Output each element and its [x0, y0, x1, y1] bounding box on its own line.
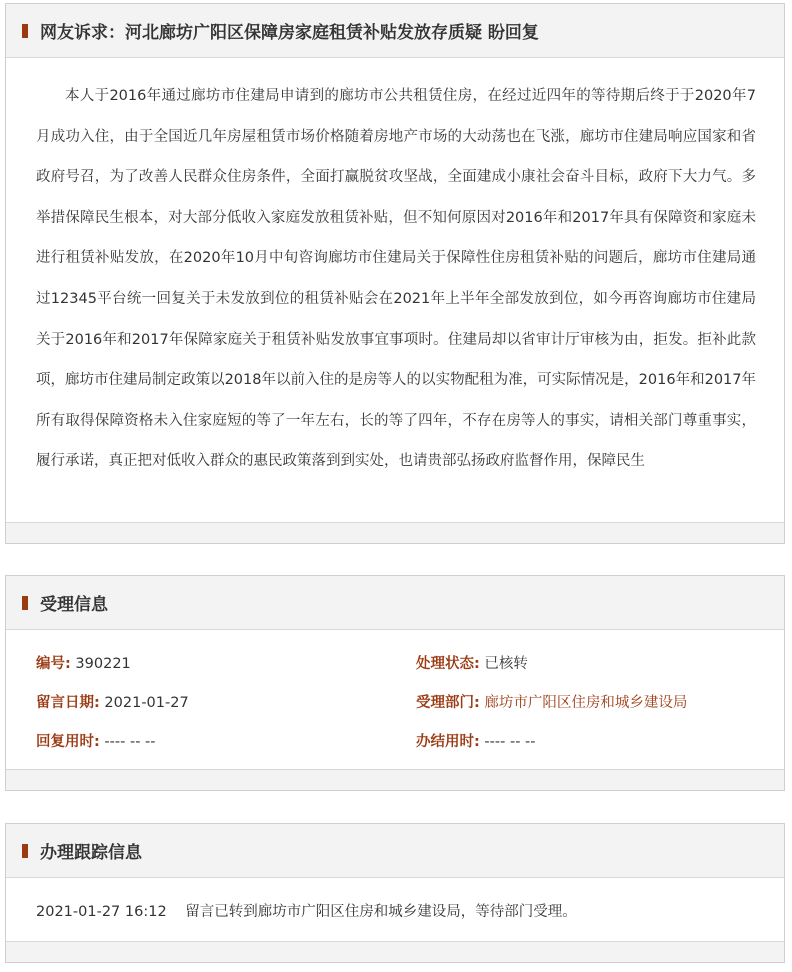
accept-info-panel [5, 575, 785, 791]
info-number-value: 390221 [75, 656, 131, 672]
info-date-value: 2021-01-27 [104, 695, 189, 711]
tracking-header [6, 824, 784, 878]
tracking-entry [6, 878, 784, 921]
panel-footer [6, 941, 784, 962]
complaint-title: 网友诉求：河北廊坊广阳区保障房家庭租赁补贴发放存质疑 盼回复 [40, 23, 539, 43]
tracking-panel [5, 823, 785, 963]
complaint-header [6, 4, 784, 58]
complaint-panel [5, 3, 785, 544]
panel-footer [6, 522, 784, 543]
info-finish-time-label: 办结用时: [416, 734, 480, 750]
section-marker-icon [22, 596, 28, 610]
tracking-title: 办理跟踪信息 [40, 843, 142, 863]
accept-info-header [6, 576, 784, 630]
tracking-entry-time: 2021-01-27 16:12 [36, 904, 167, 920]
section-marker-icon [22, 24, 28, 38]
complaint-body: 本人于2016年通过廊坊市住建局申请到的廊坊市公共租赁住房，在经过近四年的等待期后终于于2020年7月成功入住，由于全国近几年房屋租赁市场价格随着房地产市场的大动荡也在飞涨，廊坊市住建局响应国家和省政府号召，为了改善人民群众住房条件，全面打赢脱贫攻坚战，全面建成小康社会奋斗目标，政府下大力气。多举措保障民生根本，对大部分低收入家庭发放租赁补贴，但不知何原因对2016年和2017年具有保障资和家庭未进行租赁补贴发放，在2020年10月中旬咨询廊坊市住建局关于保障性住房租赁补贴的问题后，廊坊市住建局通过12345平台统一回复关于未发放到位的租赁补贴会在2021年上半年全部发放到位，如今再咨询廊坊市住建局关于2016年和2017年保障家庭关于租赁补贴发放事宜事项时。住建局却以省审计厅审核为由，拒发。拒补此款项，廊坊市住建局制定政策以2018年以前入住的是房等人的以实物配租为准，可实际情况是，2016年和2017年所有取得保障资格未入住家庭短的等了一年左右，长的等了四年，不存在房等人的事实，请相关部门尊重事实，履行承诺，真正把对低收入群众的惠民政策落到到实处，也请贵部弘扬政府监督作用，保障民生 [36, 88, 756, 470]
info-number-label: 编号: [36, 656, 71, 672]
info-reply-time-value: ---- -- -- [104, 734, 156, 750]
tracking-entry-text: 留言已转到廊坊市广阳区住房和城乡建设局，等待部门受理。 [185, 904, 577, 920]
info-date-label: 留言日期: [36, 695, 100, 711]
info-number [36, 652, 131, 673]
info-reply-time [36, 730, 156, 751]
accept-info-title: 受理信息 [40, 595, 108, 615]
panel-footer [6, 769, 784, 790]
info-status-value: 已核转 [484, 656, 528, 672]
info-department-label: 受理部门: [416, 695, 480, 711]
info-reply-time-label: 回复用时: [36, 734, 100, 750]
info-department-link[interactable]: 廊坊市广阳区住房和城乡建设局 [484, 695, 688, 711]
info-finish-time [416, 730, 536, 751]
info-status-label: 处理状态: [416, 656, 480, 672]
section-marker-icon [22, 844, 28, 858]
info-date [36, 691, 189, 712]
info-finish-time-value: ---- -- -- [484, 734, 536, 750]
info-department [416, 691, 687, 712]
info-status [416, 652, 528, 673]
accept-info-grid [6, 630, 784, 770]
